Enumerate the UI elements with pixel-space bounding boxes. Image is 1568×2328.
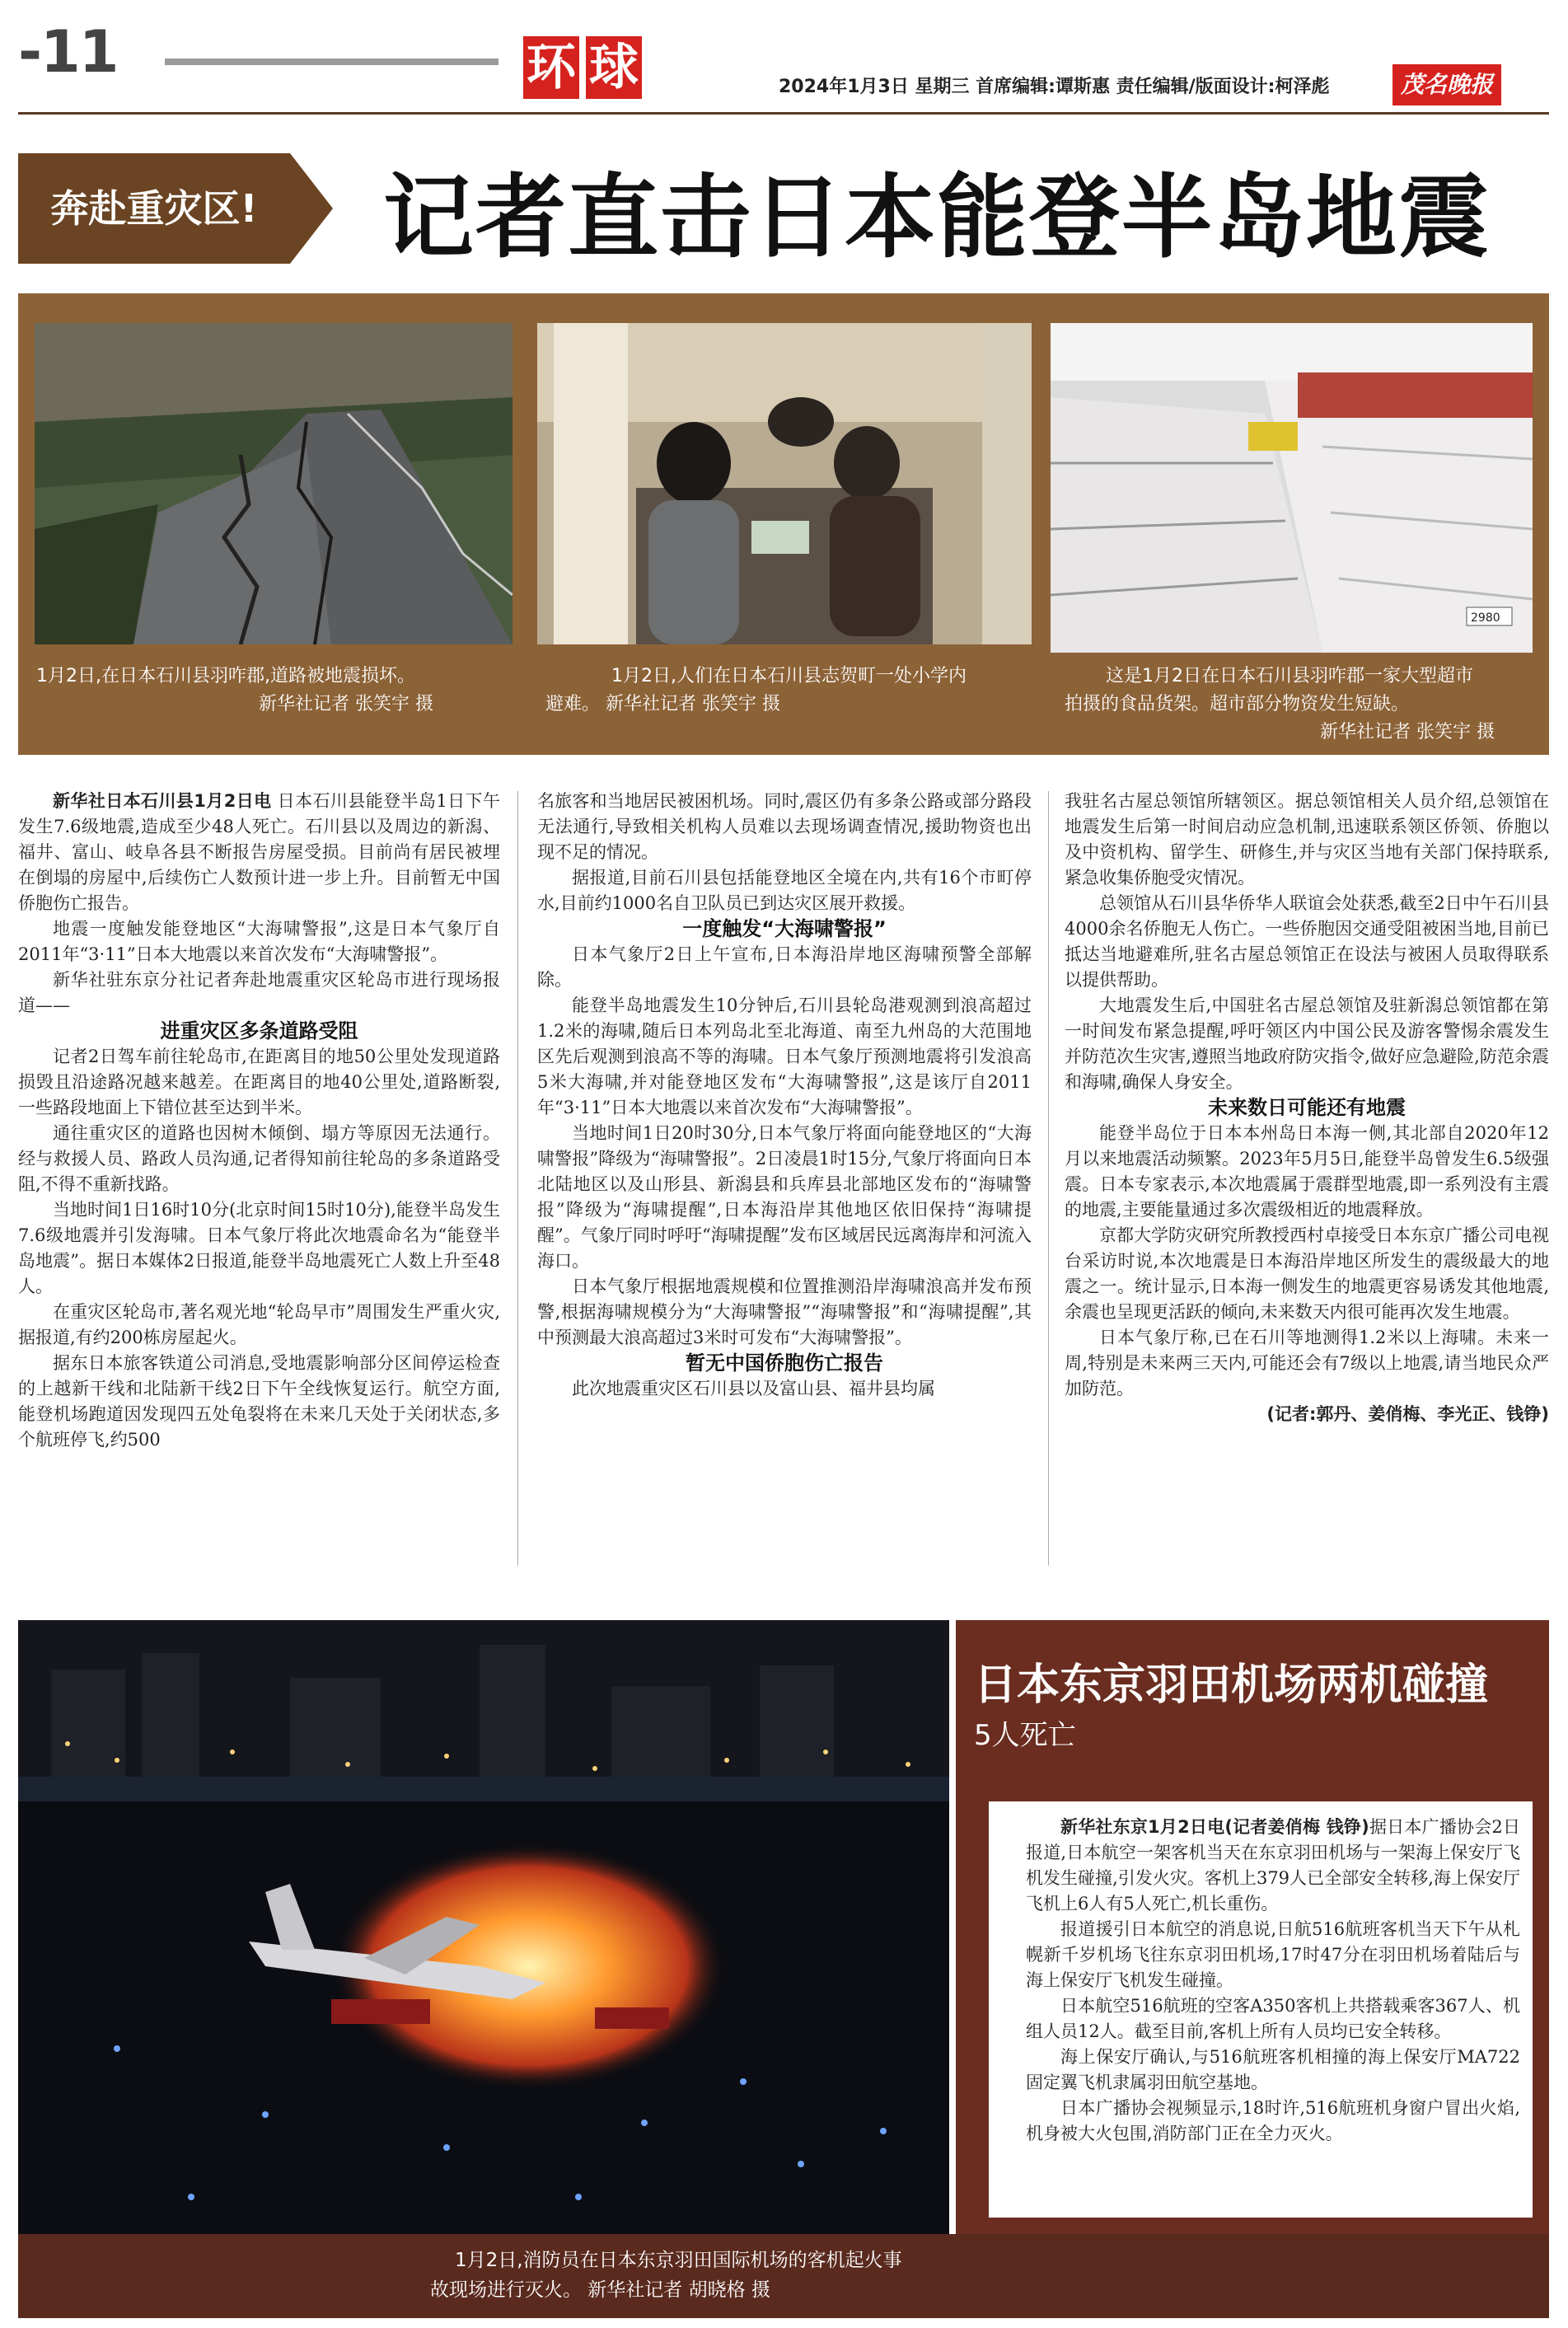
side-story-body bbox=[989, 1801, 1533, 2218]
subhead-future-quakes: 未来数日可能还有地震 bbox=[1208, 1096, 1406, 1119]
side-story-subtitle: 5人死亡 bbox=[974, 1719, 1076, 1752]
col3-p3: 大地震发生后,中国驻名古屋总领馆及驻新潟总领馆都在第一时间发布紧急提醒,呼吁领区内中国公民及游客警惕余震发生并防范次生灾害,遵照当地政府防灾指令,做好应急避险,防范余震和海啸,确保人身安全。 bbox=[1065, 995, 1549, 1092]
caption-1-line-2: 新华社记者 张笑宇 摄 bbox=[259, 694, 433, 714]
article-column-2 bbox=[537, 789, 1032, 1402]
price-tag: 2980 bbox=[1471, 611, 1500, 625]
article-byline: (记者:郭丹、姜俏梅、李光正、钱铮) bbox=[1266, 1404, 1549, 1424]
section-mark bbox=[523, 31, 652, 102]
photo-caption-3 bbox=[1065, 663, 1542, 747]
subhead-tsunami: 一度触发“大海啸警报” bbox=[682, 917, 887, 940]
side-p5: 日本广播协会视频显示,18时许,516航班机身窗户冒出火焰,机身被大火包围,消防部门正在全力灭火。 bbox=[1026, 2098, 1520, 2143]
column-divider bbox=[517, 791, 518, 1566]
col2-p3: 日本气象厅2日上午宣布,日本海沿岸地区海啸预警全部解除。 bbox=[537, 944, 1032, 990]
photo-airport-fire bbox=[18, 1620, 949, 2234]
caption-3-line-1: 这是1月2日在日本石川县羽咋郡一家大型超市 bbox=[1106, 666, 1473, 686]
column-divider bbox=[1048, 791, 1049, 1566]
side-story-text bbox=[1026, 1815, 1520, 2147]
subhead-roads: 进重灾区多条道路受阻 bbox=[160, 1019, 358, 1042]
col3-p5: 京都大学防灾研究所教授西村卓接受日本东京广播公司电视台采访时说,本次地震是日本海沿岸地区所发生的震级最大的地震之一。统计显示,日本海一侧发生的地震更容易诱发其他地震,余震也呈现更活跃的倾向,未来数天内很可能再次发生地震。 bbox=[1065, 1225, 1549, 1322]
kicker-label: 奔赴重灾区! bbox=[18, 153, 290, 264]
bottom-caption-bar bbox=[18, 2234, 1549, 2318]
caption-1-line-1: 1月2日,在日本石川县羽咋郡,道路被地震损坏。 bbox=[36, 666, 415, 686]
side-p3: 日本航空516航班的空客A350客机上共搭载乘客367人、机组人员12人。截至目前,客机上所有人员均已安全转移。 bbox=[1026, 1996, 1520, 2041]
side-story-lead: 新华社东京1月2日电(记者姜俏梅 钱铮) bbox=[1060, 1817, 1369, 1837]
newspaper-logo: 茂名晚报 bbox=[1392, 64, 1501, 105]
col1-p6: 当地时间1日16时10分(北京时间15时10分),能登半岛发生7.6级地震并引发海啸。日本气象厅将此次地震命名为“能登半岛地震”。据日本媒体2日报道,能登半岛地震死亡人数上升至48人。 bbox=[18, 1200, 500, 1296]
kicker bbox=[18, 153, 331, 264]
bottom-photo-caption bbox=[430, 2246, 902, 2305]
col2-p1: 名旅客和当地居民被困机场。同时,震区仍有多条公路或部分路段无法通行,导致相关机构人员难以去现场调查情况,援助物资也出现不足的情况。 bbox=[537, 791, 1032, 862]
caption-2-line-1: 1月2日,人们在日本石川县志贺町一处小学内 bbox=[611, 666, 967, 686]
col1-p8: 据东日本旅客铁道公司消息,受地震影响部分区间停运检查的上越新干线和北陆新干线2日下午全线恢复运行。航空方面,能登机场跑道因发现四五处龟裂将在未来几天处于关闭状态,多个航班停飞,约500 bbox=[18, 1353, 500, 1450]
side-p1: 据日本广播协会2日报道,日本航空一架客机当天在东京羽田机场与一架海上保安厅飞机发生碰撞,引发火灾。客机上379人已全部安全转移,海上保安厅飞机上6人有5人死亡,机长重伤。 bbox=[1026, 1817, 1520, 1913]
side-story-title: 日本东京羽田机场两机碰撞 bbox=[974, 1661, 1489, 1710]
side-p4: 海上保安厅确认,与516航班客机相撞的海上保安厅MA722固定翼飞机隶属羽田航空基地。 bbox=[1026, 2047, 1520, 2092]
section-char-2: 球 bbox=[586, 36, 642, 99]
side-p2: 报道援引日本航空的消息说,日航516航班客机当天下午从札幌新千岁机场飞往东京羽田机场,17时47分在羽田机场着陆后与海上保安厅飞机发生碰撞。 bbox=[1026, 1919, 1520, 1990]
col1-p4: 记者2日驾车前往轮岛市,在距离目的地50公里处发现道路损毁且沿途路况越来越差。在距离目的地40公里处,道路断裂,一些路段地面上下错位甚至达到半米。 bbox=[18, 1047, 500, 1117]
col3-p6: 日本气象厅称,已在石川等地测得1.2米以上海啸。未来一周,特别是未来两三天内,可能还会有7级以上地震,请当地民众严加防范。 bbox=[1065, 1328, 1549, 1398]
col1-p1: 日本石川县能登半岛1日下午发生7.6级地震,造成至少48人死亡。石川县以及周边的新潟、福井、富山、岐阜各县不断报告房屋受损。目前尚有居民被埋在倒塌的房屋中,后续伤亡人数预计进一步上升。目前暂无中国侨胞伤亡报告。 bbox=[18, 791, 500, 913]
caption-3-line-2: 拍摄的食品货架。超市部分物资发生短缺。 bbox=[1065, 694, 1410, 714]
col3-p1: 我驻名古屋总领馆所辖领区。据总领馆相关人员介绍,总领馆在地震发生后第一时间启动应急机制,迅速联系领区侨领、侨胞以及中资机构、留学生、研修生,并与灾区当地有关部门保持联系,紧急收集侨胞受灾情况。 bbox=[1065, 791, 1549, 888]
section-char-1: 环 bbox=[523, 36, 579, 99]
main-headline: 记者直击日本能登半岛地震 bbox=[383, 165, 1491, 270]
photo-damaged-road bbox=[35, 323, 513, 644]
photo-empty-shelves bbox=[1051, 323, 1533, 653]
header-rule bbox=[165, 59, 498, 65]
col2-p7: 此次地震重灾区石川县以及富山县、福井县均属 bbox=[572, 1379, 935, 1398]
col2-p4: 能登半岛地震发生10分钟后,石川县轮岛港观测到浪高超过1.2米的海啸,随后日本列岛北至北海道、南至九州岛的大范围地区先后观测到浪高不等的海啸。日本气象厅预测地震将引发浪高5米大海啸,并对能登地区发布“大海啸警报”,这是该厅自2011年“3·11”日本大地震以来首次发布“大海啸警报”。 bbox=[537, 995, 1032, 1117]
col1-p5: 通往重灾区的道路也因树木倾倒、塌方等原因无法通行。经与救援人员、路政人员沟通,记者得知前往轮岛的多条道路受阻,不得不重新找路。 bbox=[18, 1123, 500, 1194]
photo-strip bbox=[18, 293, 1549, 755]
col1-p2: 地震一度触发能登地区“大海啸警报”,这是日本气象厅自2011年“3·11”日本大地震以来首次发布“大海啸警报”。 bbox=[18, 919, 500, 964]
caption-2-line-2: 避难。 新华社记者 张笑宇 摄 bbox=[545, 694, 780, 714]
photo-caption-2 bbox=[545, 663, 1056, 719]
side-story-panel bbox=[956, 1620, 1549, 2234]
page-number: -11 bbox=[18, 18, 118, 86]
article-column-1 bbox=[18, 789, 500, 1453]
col2-p5: 当地时间1日20时30分,日本气象厅将面向能登地区的“大海啸警报”降级为“海啸警报”。2日凌晨1时15分,气象厅将面向日本北陆地区以及山形县、新潟县和兵库县北部地区发布的“海啸警报”降级为“海啸提醒”,日本海沿岸其他地区依旧保持“海啸提醒”。气象厅同时呼吁“海啸提醒”发布区域居民远离海岸和河流入海口。 bbox=[537, 1123, 1032, 1271]
col3-p2: 总领馆从石川县华侨华人联谊会处获悉,截至2日中午石川县4000余名侨胞无人伤亡。一些侨胞因交通受阻被困当地,目前已抵达当地避难所,驻名古屋总领馆正在设法与被困人员取得联系以提供帮助。 bbox=[1065, 893, 1549, 990]
kicker-arrow-icon bbox=[290, 153, 333, 264]
article-lead: 新华社日本石川县1月2日电 bbox=[53, 791, 272, 811]
bottom-caption-line-1: 1月2日,消防员在日本东京羽田国际机场的客机起火事 bbox=[455, 2250, 902, 2271]
header-divider bbox=[18, 112, 1549, 115]
col1-p7: 在重灾区轮岛市,著名观光地“轮岛早市”周围发生严重火灾,据报道,有约200栋房屋起火。 bbox=[18, 1302, 500, 1347]
col2-p2: 据报道,目前石川县包括能登地区全境在内,共有16个市町停水,目前约1000名自卫队员已到达灾区展开救援。 bbox=[537, 868, 1032, 913]
col2-p6: 日本气象厅根据地震规模和位置推测沿岸海啸浪高并发布预警,根据海啸规模分为“大海啸警报”“海啸警报”和“海啸提醒”,其中预测最大浪高超过3米时可发布“大海啸警报”。 bbox=[537, 1276, 1032, 1347]
col1-p3: 新华社驻东京分社记者奔赴地震重灾区轮岛市进行现场报道—— bbox=[18, 970, 500, 1015]
caption-3-line-3: 新华社记者 张笑宇 摄 bbox=[1320, 722, 1495, 742]
article-column-3 bbox=[1065, 789, 1549, 1427]
subhead-no-casualties: 暂无中国侨胞伤亡报告 bbox=[686, 1351, 883, 1375]
bottom-caption-line-2: 故现场进行灭火。 新华社记者 胡晓格 摄 bbox=[430, 2279, 770, 2301]
col3-p4: 能登半岛位于日本本州岛日本海一侧,其北部自2020年12月以来地震活动频繁。2023年5月5日,能登半岛曾发生6.5级强震。日本专家表示,本次地震属于震群型地震,即一系列没有主震的地震,主要能量通过多次震级相近的地震释放。 bbox=[1065, 1123, 1549, 1220]
issue-meta: 2024年1月3日 星期三 首席编辑:谭斯惠 责任编辑/版面设计:柯泽彪 bbox=[779, 77, 1330, 97]
photo-shelter bbox=[537, 323, 1032, 644]
photo-caption-1 bbox=[36, 663, 514, 719]
